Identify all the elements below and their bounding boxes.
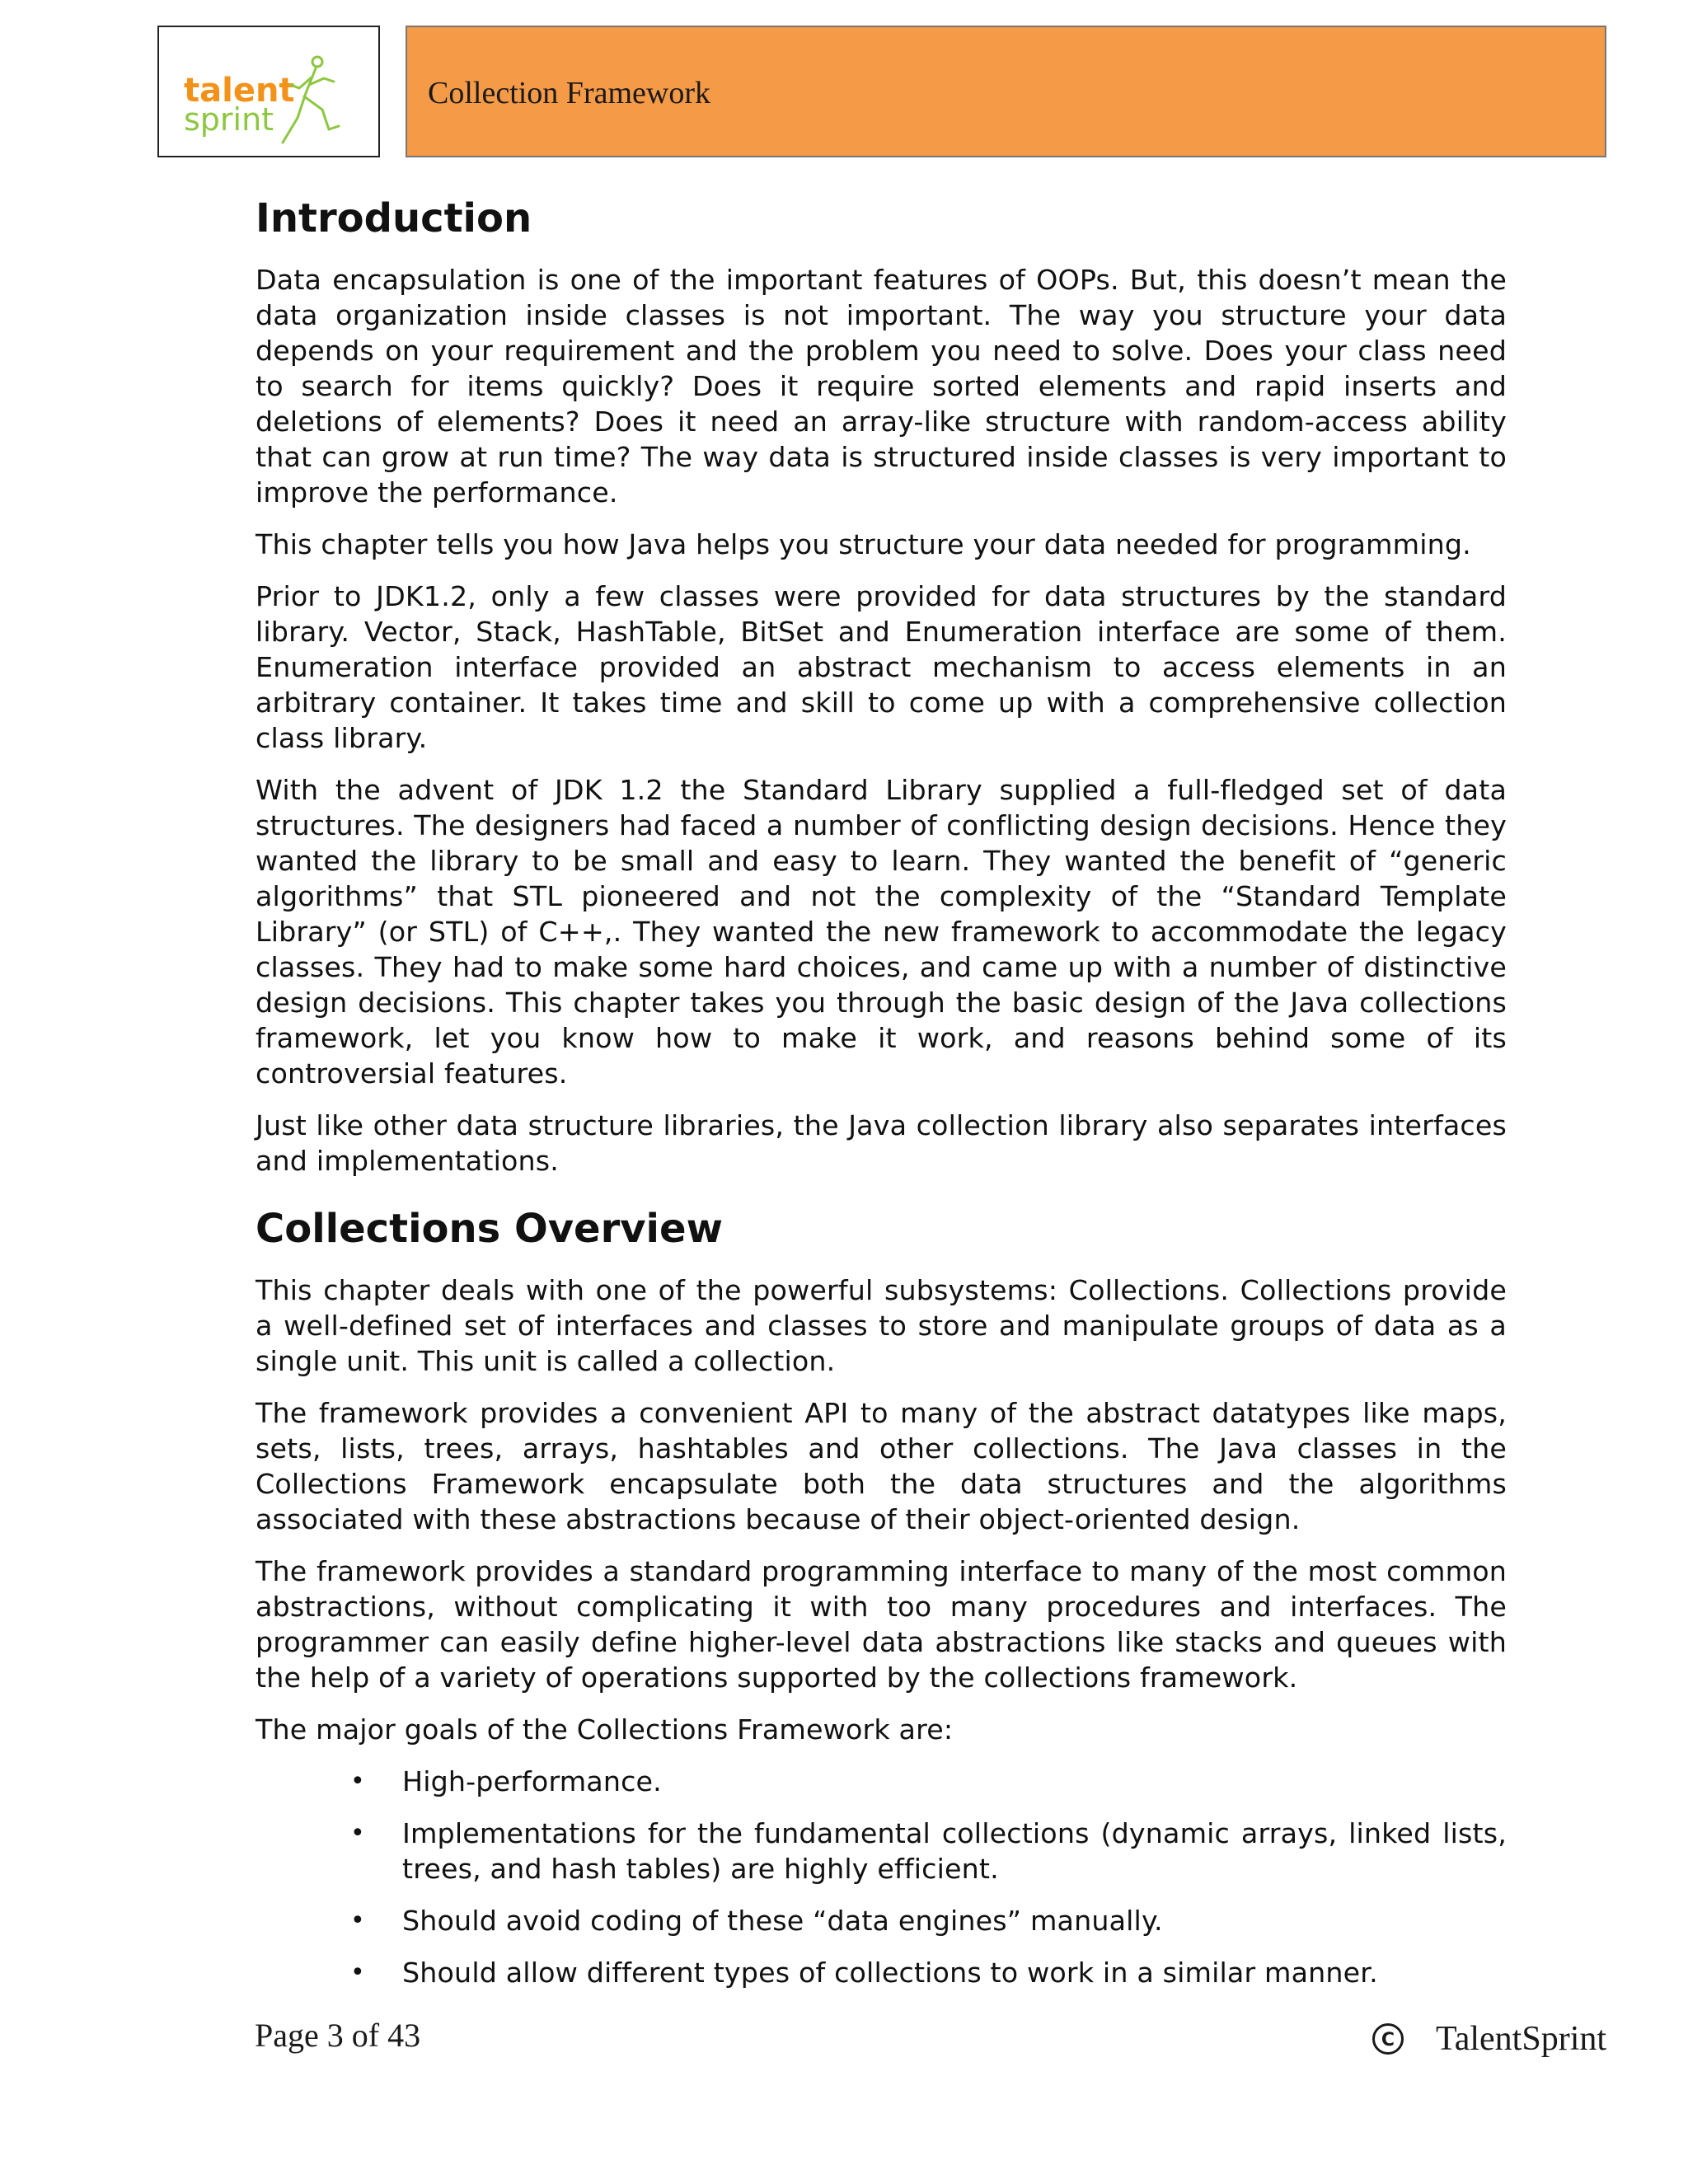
- intro-paragraph: Just like other data structure libraries, the Java collection library also separates interfaces and implementations.: [256, 1109, 1507, 1177]
- talentsprint-logo: [159, 27, 378, 156]
- goal-item: [350, 1816, 1507, 1886]
- header-band: [406, 26, 1606, 157]
- intro-paragraph: Prior to JDK1.2, only a few classes were provided for data structures by the standard library. Vector, Stack, HashTable, BitSet and Enumeration interface are some of them. Enumeration interface provided an abstract mechanism to access elements in an arbitrary container. It takes time and skill to come up with a comprehensive collection class library.: [256, 580, 1507, 754]
- goal-item: [350, 1955, 1507, 1990]
- intro-paragraph: With the advent of JDK 1.2 the Standard Library supplied a full-fledged set of data structures. The designers had faced a number of conflicting design decisions. Hence they wanted the library to be small and easy to learn. They wanted the benefit of “generic algorithms” that STL pioneered and not the complexity of the “Standard Template Library” (or STL) of C++,. They wanted the new framework to accommodate the legacy classes. They had to make some hard choices, and came up with a number of distinctive design decisions. This chapter takes you through the basic design of the Java collections framework, let you know how to make it work, and reasons behind some of its controversial features.: [256, 774, 1507, 1090]
- goal-text: Should allow different types of collections to work in a similar manner.: [402, 1957, 1378, 1989]
- goal-text: Implementations for the fundamental collections (dynamic arrays, linked lists, trees, and hash tables) are highly efficient.: [402, 1817, 1507, 1885]
- intro-paragraph: Data encapsulation is one of the important features of OOPs. But, this doesn’t mean the data organization inside classes is not important. The way you structure your data depends on your requirement and the problem you need to solve. Does your class need to search for items quickly? Does it require sorted elements and rapid inserts and deletions of elements? Does it need an array-like structure with random-access ability that can grow at run time? The way data is structured inside classes is very important to improve the performance.: [256, 264, 1507, 509]
- overview-paragraph: The major goals of the Collections Framework are:: [256, 1713, 954, 1746]
- overview-paragraph: The framework provides a convenient API to many of the abstract datatypes like maps, sets, lists, trees, arrays, hashtables and other collections. The Java classes in the Collections Framework encapsulate both the data structures and the algorithms associated with these abstractions because of their object-oriented design.: [256, 1397, 1507, 1535]
- bullet-icon: •: [350, 1767, 365, 1796]
- overview-paragraph: This chapter deals with one of the powerful subsystems: Collections. Collections provide a well-defined set of interfaces and classes to store and manipulate groups of data as a single unit. This unit is called a collection.: [256, 1274, 1507, 1377]
- goals-list: [256, 1764, 1507, 1990]
- goal-text: Should avoid coding of these “data engines” manually.: [402, 1905, 1163, 1937]
- company-name: TalentSprint: [1436, 2020, 1607, 2058]
- intro-paragraph: This chapter tells you how Java helps you structure your data needed for programming.: [256, 528, 1471, 560]
- copyright-icon: [1372, 2022, 1404, 2055]
- goal-item: [350, 1903, 1507, 1938]
- introduction-heading: Introduction: [256, 195, 532, 241]
- goal-item: [350, 1764, 1507, 1799]
- logo-box: [157, 26, 380, 157]
- bullet-icon: •: [350, 1906, 365, 1935]
- overview-paragraph: The framework provides a standard programming interface to many of the most common abstractions, without complicating it with too many procedures and interfaces. The programmer can easily define higher-level data abstractions like stacks and queues with the help of a variety of operations supported by the collections framework.: [256, 1555, 1507, 1694]
- svg-text:C: C: [1381, 2030, 1395, 2050]
- goal-text: High-performance.: [402, 1765, 662, 1797]
- logo-word-sprint: sprint: [184, 101, 274, 138]
- page-number: Page 3 of 43: [255, 2017, 421, 2054]
- document-body: [256, 185, 1507, 2007]
- header-title: Collection Framework: [428, 76, 710, 110]
- collections-overview-heading: Collections Overview: [256, 1206, 723, 1252]
- footer-copyright: [1372, 2019, 1606, 2059]
- bullet-icon: •: [350, 1958, 365, 1987]
- logo-word-talent: talent: [184, 72, 295, 110]
- bullet-icon: •: [350, 1819, 365, 1848]
